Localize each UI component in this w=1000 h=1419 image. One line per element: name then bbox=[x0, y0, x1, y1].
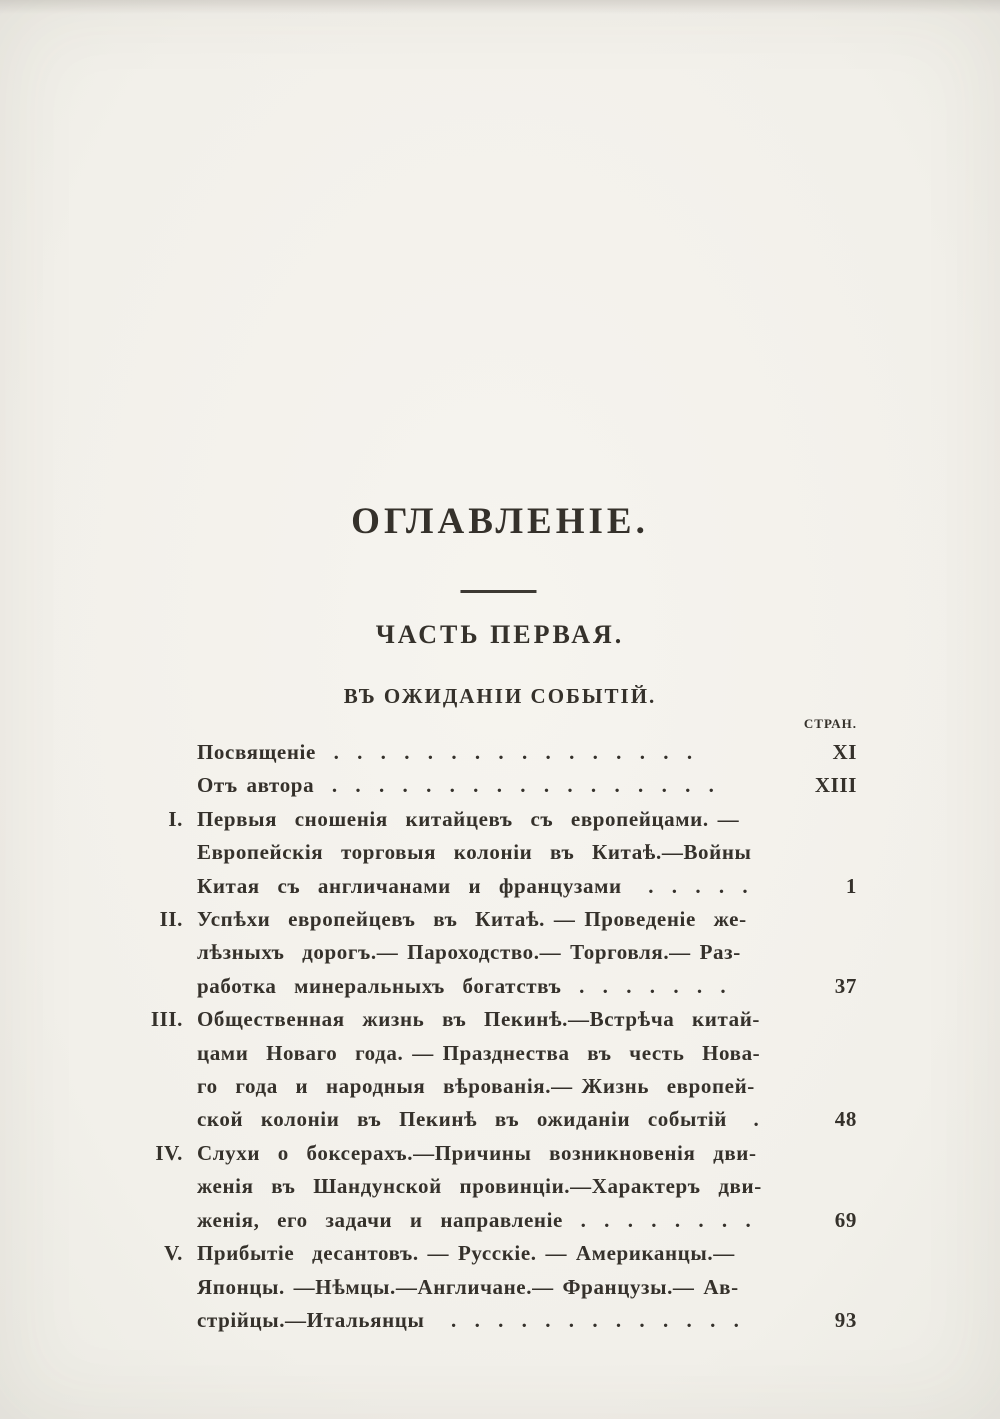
entry-line: Прибытіе десантовъ. — Русскіе. — Американцы.— bbox=[197, 1241, 735, 1266]
toc-entry bbox=[145, 1003, 857, 1137]
entry-line: цами Новаго года. — Празднества въ честь Нова- bbox=[197, 1040, 761, 1065]
section-heading: ВЪ ОЖИДАНІИ СОБЫТІЙ. bbox=[343, 684, 657, 708]
entry-numeral bbox=[145, 769, 197, 802]
entry-line: Успѣхи европейцевъ въ Китаѣ. — Проведеніе же- bbox=[197, 907, 747, 932]
entry-numeral bbox=[145, 736, 197, 769]
entry-line: Китая съ англичанами и французами . . . . . bbox=[197, 873, 749, 898]
toc-entry bbox=[145, 1237, 857, 1337]
entry-line: женія въ Шандунской провинціи.—Характеръ дви- bbox=[197, 1174, 762, 1199]
entry-line: Японцы. —Нѣмцы.—Англичане.— Французы.— Ав- bbox=[197, 1274, 739, 1299]
toc-title: ОГЛАВЛЕНІЕ. bbox=[351, 501, 649, 542]
entry-line: го года и народныя вѣрованія.— Жизнь европей- bbox=[197, 1074, 755, 1099]
entry-numeral: II. bbox=[159, 907, 183, 932]
entry-line: Отъ автора . . . . . . . . . . . . . . . . . bbox=[197, 773, 715, 798]
entry-lines bbox=[197, 1003, 787, 1137]
part-heading: ЧАСТЬ ПЕРВАЯ. bbox=[375, 620, 625, 649]
entry-line: работка минеральныхъ богатствъ . . . . . . . bbox=[197, 973, 727, 998]
entry-line: Общественная жизнь въ Пекинѣ.—Встрѣча китай- bbox=[197, 1007, 761, 1032]
entry-lines bbox=[197, 769, 787, 802]
entry-page-number: 48 bbox=[834, 1107, 857, 1132]
toc-entry bbox=[145, 736, 857, 769]
entry-page-number: 69 bbox=[834, 1207, 857, 1232]
entry-page-number: XIII bbox=[814, 773, 857, 798]
page-column-header: СТРАН. bbox=[803, 716, 857, 731]
entry-line: Посвященіе . . . . . . . . . . . . . . . . bbox=[197, 740, 693, 764]
toc-entries bbox=[145, 736, 857, 1337]
entry-line: лѣзныхъ дорогъ.— Пароходство.— Торговля.— Раз- bbox=[197, 940, 741, 965]
entry-page-number: 37 bbox=[834, 973, 857, 998]
entry-line: ской колоніи въ Пекинѣ въ ожиданіи событій . bbox=[197, 1107, 760, 1132]
title-divider bbox=[460, 590, 536, 593]
entry-line: Слухи о боксерахъ.—Причины возникновенія дви- bbox=[197, 1140, 757, 1165]
toc-entry bbox=[145, 1137, 857, 1237]
entry-page-number: XI bbox=[832, 740, 857, 764]
entry-numeral: V. bbox=[164, 1241, 183, 1266]
entry-page-number: 93 bbox=[834, 1307, 857, 1332]
entry-line: женія, его задачи и направленіе . . . . . . . . bbox=[197, 1207, 752, 1232]
entry-lines bbox=[197, 803, 787, 903]
entry-numeral: I. bbox=[168, 806, 183, 831]
toc-entry bbox=[145, 803, 857, 903]
entry-line: Европейскія торговыя колоніи въ Китаѣ.—Войны bbox=[197, 840, 752, 865]
entry-numeral: IV. bbox=[155, 1140, 183, 1165]
entry-numeral: III. bbox=[150, 1007, 183, 1032]
entry-line: стрійцы.—Итальянцы . . . . . . . . . . . . . bbox=[197, 1307, 740, 1332]
entry-lines bbox=[197, 1137, 787, 1237]
entry-lines bbox=[197, 736, 787, 769]
entry-line: Первыя сношенія китайцевъ съ европейцами. — bbox=[197, 806, 740, 831]
entry-lines bbox=[197, 903, 787, 1003]
toc-entry bbox=[145, 903, 857, 1003]
entry-lines bbox=[197, 1237, 787, 1337]
entry-page-number: 1 bbox=[845, 873, 857, 898]
toc-entry bbox=[145, 769, 857, 802]
